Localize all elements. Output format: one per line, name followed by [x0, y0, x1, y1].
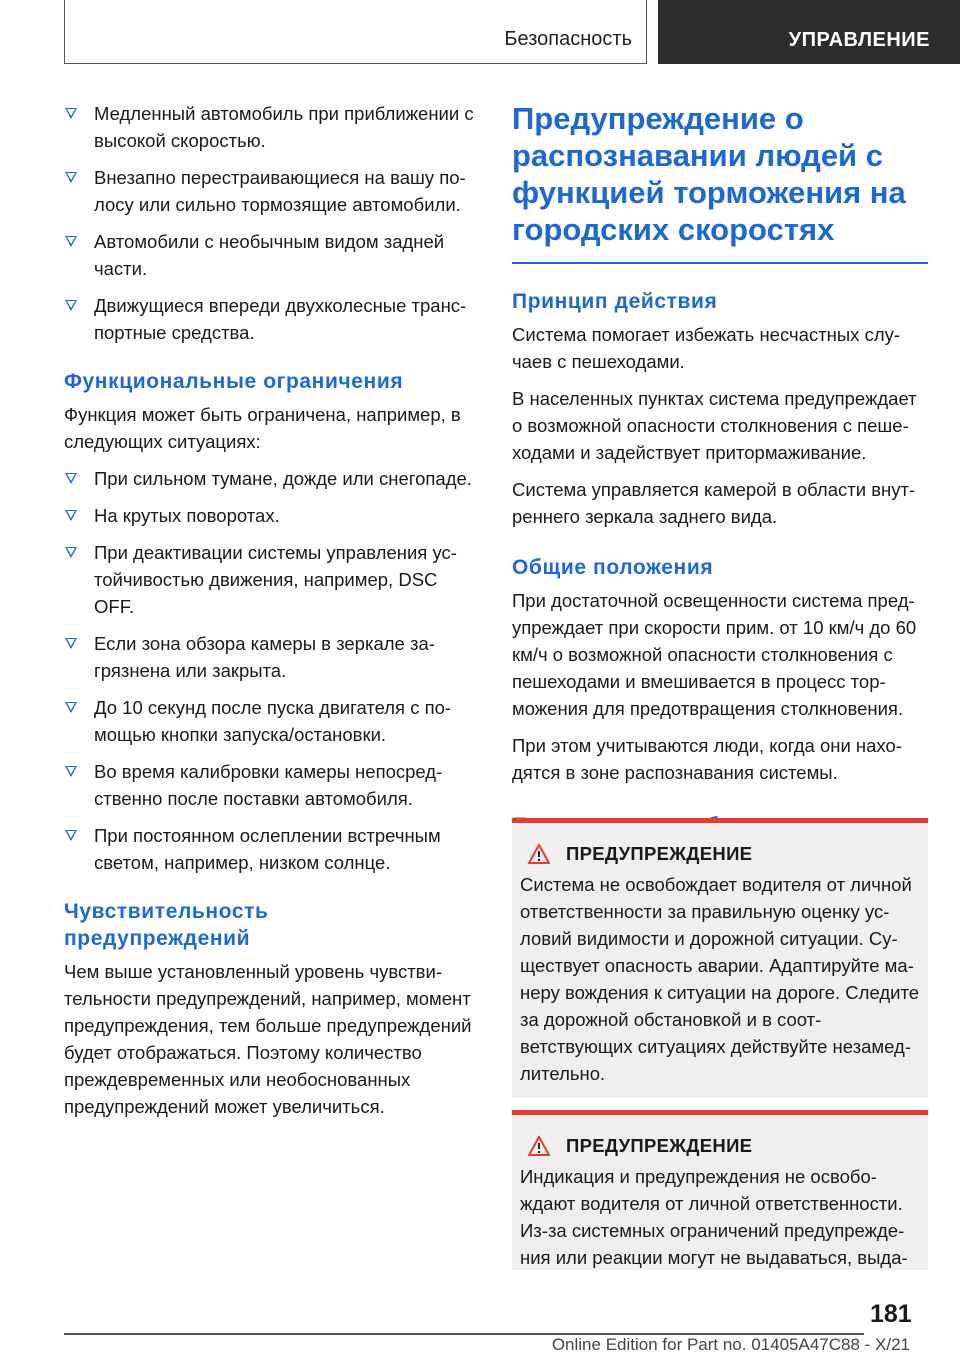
list-item: Автомобили с необычным видом задней части. — [64, 228, 478, 282]
general-paragraph-1: При достаточной освещенности система предупреждает при скорости прим. от 10 км/ч до 60 км/ч о возможной опасности столкновения с пешеходами и вмешивается в процесс торможения для предотвращения столкновения. — [512, 589, 917, 719]
warning-title: ПРЕДУПРЕЖДЕНИЕ — [566, 843, 753, 864]
header-chapter-box — [658, 0, 960, 64]
warning-triangle-icon — [528, 1136, 550, 1156]
triangle-bullet-icon — [65, 766, 77, 777]
hazard-list — [64, 100, 478, 346]
warning-text: Система не освобождает водителя от личной ответственности за правильную оценку условий видимости и дорожной ситуации. Существует опасность аварии. Адаптируйте манеру вождения к ситуации на дороге. Следите за дорожной обстановкой и в соответствующих ситуациях действуйте незамедлительно. — [520, 874, 920, 1084]
principle-heading: Принцип действия — [512, 289, 718, 313]
list-item: На крутых поворотах. — [64, 502, 478, 529]
warning-title: ПРЕДУПРЕЖДЕНИЕ — [566, 1135, 753, 1156]
triangle-bullet-icon — [65, 236, 77, 247]
general-paragraph-2: При этом учитываются люди, когда они находятся в зоне распознавания системы. — [512, 734, 902, 783]
triangle-bullet-icon — [65, 108, 77, 119]
triangle-bullet-icon — [65, 702, 77, 713]
general-heading: Общие положения — [512, 555, 714, 579]
warning-title-row — [528, 843, 920, 865]
list-item: При деактивации системы управления устойчивостью движения, например, DSC OFF. — [64, 539, 478, 620]
sensitivity-heading: Чувствительность предупреждений — [64, 900, 269, 950]
warning-box-1 — [512, 818, 928, 1098]
list-item: До 10 секунд после пуска двигателя с помощью кнопки запуска/остановки. — [64, 694, 478, 748]
warning-triangle-icon — [528, 844, 550, 864]
list-item: Медленный автомобиль при приближении с высокой скоростью. — [64, 100, 478, 154]
principle-paragraph-3: Система управляется камерой в области внутреннего зеркала заднего вида. — [512, 478, 916, 527]
list-item: Внезапно перестраивающиеся на вашу полосу или сильно тормозящие автомобили. — [64, 164, 478, 218]
sensitivity-text: Чем выше установленный уровень чувствительности предупреждений, например, момент предупреждения, тем больше предупреждений будет отображаться. Поэтому количество преждевременных или необоснованных предупреждений может увеличиться. — [64, 961, 472, 1117]
principle-paragraph-1: Система помогает избежать несчастных случаев с пешеходами. — [512, 323, 901, 372]
triangle-bullet-icon — [65, 172, 77, 183]
footer-edition: Online Edition for Part no. 01405A47C88 - X/21 — [551, 1335, 910, 1354]
page-title: Предупреждение о распознавании людей с функцией торможения на городских скоростях — [512, 101, 906, 247]
triangle-bullet-icon — [65, 830, 77, 841]
limits-heading: Функциональные ограничения — [64, 370, 404, 393]
limits-intro: Функция может быть ограничена, например, в следующих ситуациях: — [64, 404, 461, 452]
page-number: 181 — [870, 1300, 912, 1328]
principle-paragraph-2: В населенных пунктах система предупреждает о возможной опасности столкновения с пешеходами и задействует притормаживание. — [512, 387, 917, 463]
list-item: При сильном тумане, дожде или снегопаде. — [64, 465, 478, 492]
triangle-bullet-icon — [65, 510, 77, 521]
warning-text: Индикация и предупреждения не освобождают водителя от личной ответственности. Из-за системных ограничений предупреждения или реакции могут не выдаваться, выда- — [520, 1166, 908, 1268]
header-section-title: Безопасность — [504, 28, 632, 50]
triangle-bullet-icon — [65, 547, 77, 558]
warning-box-2 — [512, 1110, 928, 1270]
header-chapter-title: УПРАВЛЕНИЕ — [788, 29, 930, 51]
left-column — [64, 100, 478, 1120]
title-divider — [512, 262, 928, 264]
header-section-box — [64, 0, 647, 64]
list-item: При постоянном ослеплении встречным светом, например, низком солнце. — [64, 822, 478, 876]
list-item: Во время калибровки камеры непосредственно после поставки автомобиля. — [64, 758, 478, 812]
limits-list — [64, 465, 478, 876]
warning-title-row — [528, 1135, 920, 1157]
list-item: Если зона обзора камеры в зеркале загрязнена или закрыта. — [64, 630, 478, 684]
triangle-bullet-icon — [65, 473, 77, 484]
triangle-bullet-icon — [65, 300, 77, 311]
list-item: Движущиеся впереди двухколесные транспортные средства. — [64, 292, 478, 346]
right-column — [512, 100, 928, 839]
triangle-bullet-icon — [65, 638, 77, 649]
